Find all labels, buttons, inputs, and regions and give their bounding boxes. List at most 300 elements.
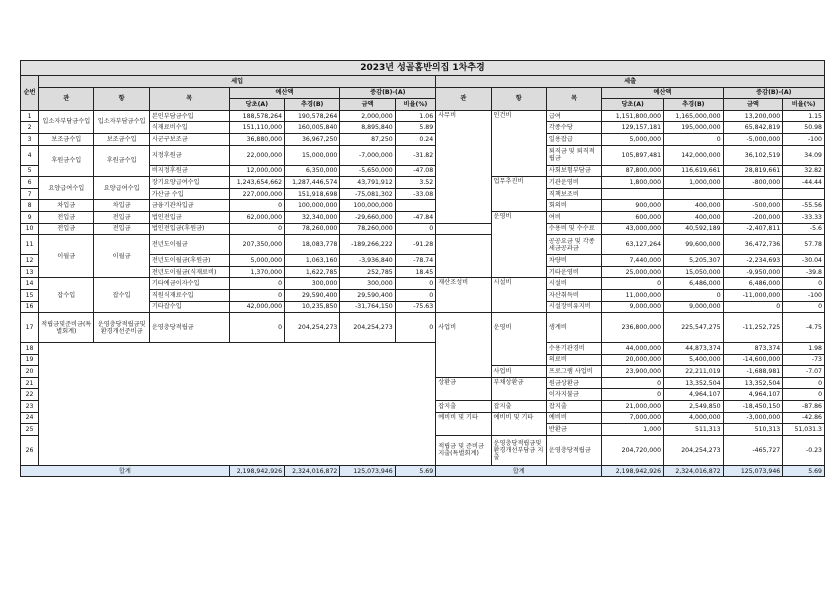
exp-current-cell: 11,000,000	[602, 289, 664, 301]
rev-amount-cell: 252,785	[340, 266, 395, 278]
exp-revised-cell: 511,313	[664, 424, 724, 436]
rev-amount-cell: -29,660,000	[340, 211, 395, 223]
rev-amount-cell: 8,895,840	[340, 122, 395, 134]
exp-amount-cell: -18,450,150	[723, 401, 783, 413]
exp-ratio-cell: 50.98	[783, 122, 825, 134]
rev-amount-cell: 204,254,273	[340, 313, 395, 343]
exp-current-cell: 129,157,181	[602, 122, 664, 134]
exp-total-label: 합계	[436, 465, 602, 477]
exp-hang-cell: 업무추진비	[491, 177, 546, 212]
table-row	[21, 177, 825, 189]
rev-mok-cell: 본인부담금수입	[149, 110, 229, 122]
exp-amount-cell: 36,472,736	[723, 235, 783, 255]
header-diff: 증감(B)-(A)	[340, 87, 436, 99]
rev-current-cell: 12,000,000	[229, 165, 284, 177]
rev-amount-cell: -3,936,840	[340, 255, 395, 267]
exp-amount-cell: -5,000,000	[723, 133, 783, 145]
rev-ratio-cell: -33.08	[395, 188, 435, 200]
seq-cell: 15	[21, 289, 39, 301]
exp-mok-cell: 자산취득비	[546, 289, 601, 301]
rev-amount-cell: 87,250	[340, 133, 395, 145]
rev-mok-cell: 시군구보조금	[149, 133, 229, 145]
exp-revised-cell: 225,547,275	[664, 313, 724, 343]
exp-amount-cell: -465,727	[723, 435, 783, 465]
rev-ratio-cell: 1.06	[395, 110, 435, 122]
exp-hang-cell: 운영비	[491, 313, 546, 366]
exp-amount-cell: -500,000	[723, 200, 783, 212]
exp-revised-cell: 116,619,661	[664, 165, 724, 177]
rev-current-cell: 0	[229, 289, 284, 301]
exp-hang-cell: 운영충당적립금및 환경개선부담금 지출	[491, 435, 546, 465]
rev-amount-cell: 29,590,400	[340, 289, 395, 301]
rev-ratio-cell: -78.74	[395, 255, 435, 267]
exp-amount-cell: 510,313	[723, 424, 783, 436]
exp-mok-cell: 사회보험부담금	[546, 165, 601, 177]
exp-mok-cell: 수용비 및 수수료	[546, 223, 601, 235]
exp-ratio-cell: -100	[783, 133, 825, 145]
seq-cell: 18	[21, 343, 39, 355]
rev-revised-cell: 204,254,273	[285, 313, 340, 343]
seq-cell: 11	[21, 235, 39, 255]
rev-mok-cell: 기타잡수입	[149, 301, 229, 313]
rev-current-cell: 188,578,264	[229, 110, 284, 122]
exp-current-cell: 9,000,000	[602, 301, 664, 313]
rev-revised-cell: 1,287,446,574	[285, 177, 340, 189]
rev-gwan-cell: 전입금	[39, 211, 94, 223]
table-row	[21, 223, 825, 235]
rev-amount-cell: 2,000,000	[340, 110, 395, 122]
exp-current-cell: 63,127,264	[602, 235, 664, 255]
table-row	[21, 133, 825, 145]
exp-current-cell: 1,000	[602, 424, 664, 436]
header-amount: 금액	[723, 99, 783, 111]
rev-current-cell: 207,350,000	[229, 235, 284, 255]
rev-revised-cell: 190,578,264	[285, 110, 340, 122]
rev-total-label: 합계	[21, 465, 230, 477]
exp-revised-cell: 22,211,019	[664, 366, 724, 378]
exp-current-cell: 204,720,000	[602, 435, 664, 465]
seq-cell: 10	[21, 223, 39, 235]
exp-mok-cell: 이자지불금	[546, 389, 601, 401]
header-amount: 금액	[340, 99, 395, 111]
exp-revised-cell: 99,600,000	[664, 235, 724, 255]
exp-mok-cell: 시설비	[546, 278, 601, 290]
rev-revised-cell: 29,590,400	[285, 289, 340, 301]
rev-current-cell: 227,000,000	[229, 188, 284, 200]
exp-ratio-cell: 0	[783, 377, 825, 389]
rev-total-revised: 2,324,016,872	[285, 465, 340, 477]
rev-revised-cell: 36,967,250	[285, 133, 340, 145]
exp-current-cell: 5,000,000	[602, 133, 664, 145]
exp-hang-cell: 시설비	[491, 278, 546, 313]
exp-mok-cell: 생계비	[546, 313, 601, 343]
seq-cell: 3	[21, 133, 39, 145]
exp-total-amount: 125,073,946	[723, 465, 783, 477]
rev-amount-cell: -7,000,000	[340, 145, 395, 165]
exp-ratio-cell: -44.44	[783, 177, 825, 189]
exp-revised-cell: 400,000	[664, 200, 724, 212]
exp-gwan-cell: 사무비	[436, 110, 491, 223]
seq-cell: 1	[21, 110, 39, 122]
exp-mok-cell: 운영충당적립금	[546, 435, 601, 465]
seq-cell: 8	[21, 200, 39, 212]
rev-ratio-cell: -31.82	[395, 145, 435, 165]
rev-mok-cell: 전년도이월금	[149, 235, 229, 255]
rev-ratio-cell: -75.63	[395, 301, 435, 313]
exp-hang-cell: 인건비	[491, 110, 546, 176]
exp-amount-cell	[723, 188, 783, 200]
rev-mok-cell: 지정후원금	[149, 145, 229, 165]
exp-hang-cell: 사업비	[491, 366, 546, 378]
rev-revised-cell: 18,083,778	[285, 235, 340, 255]
exp-mok-cell: 원금상환금	[546, 377, 601, 389]
exp-current-cell: 43,000,000	[602, 223, 664, 235]
exp-gwan-cell: 상환금	[436, 377, 491, 400]
exp-current-cell: 900,000	[602, 200, 664, 212]
seq-cell: 22	[21, 389, 39, 401]
header-diff: 증감(B)-(A)	[723, 87, 824, 99]
exp-ratio-cell: -4.75	[783, 313, 825, 343]
rev-ratio-cell: 0	[395, 313, 435, 343]
exp-amount-cell: 4,964,107	[723, 389, 783, 401]
exp-mok-cell: 회의비	[546, 200, 601, 212]
rev-mok-cell: 전년도이월금(식재료비)	[149, 266, 229, 278]
exp-mok-cell: 퇴직금 및 퇴직적립금	[546, 145, 601, 165]
rev-current-cell: 1,243,654,662	[229, 177, 284, 189]
table-row	[21, 235, 825, 255]
rev-ratio-cell: 0	[395, 278, 435, 290]
exp-ratio-cell: 51,031.3	[783, 424, 825, 436]
header-revised: 추경(B)	[664, 99, 724, 111]
rev-ratio-cell	[395, 200, 435, 212]
rev-hang-cell: 차입금	[94, 200, 149, 212]
rev-amount-cell: 43,791,912	[340, 177, 395, 189]
header-gwan: 관	[39, 87, 94, 110]
rev-ratio-cell: 3.52	[395, 177, 435, 189]
exp-amount-cell: 13,352,504	[723, 377, 783, 389]
rev-mok-cell: 비지정후원금	[149, 165, 229, 177]
exp-revised-cell: 195,000,000	[664, 122, 724, 134]
budget-table	[20, 60, 825, 477]
table-row	[21, 145, 825, 165]
seq-cell: 21	[21, 377, 39, 389]
exp-gwan-cell: 사업비	[436, 313, 491, 378]
table-row	[21, 343, 825, 355]
rev-revised-cell: 78,260,000	[285, 223, 340, 235]
exp-ratio-cell: -100	[783, 289, 825, 301]
seq-cell: 24	[21, 412, 39, 424]
exp-mok-cell: 기타운영비	[546, 266, 601, 278]
rev-hang-cell: 입소자부담금수입	[94, 110, 149, 133]
exp-revised-cell: 5,400,000	[664, 354, 724, 366]
exp-amount-cell: 36,102,519	[723, 145, 783, 165]
exp-amount-cell: -800,000	[723, 177, 783, 189]
rev-ratio-cell: -47.84	[395, 211, 435, 223]
rev-current-cell: 0	[229, 200, 284, 212]
exp-mok-cell: 의료비	[546, 354, 601, 366]
rev-gwan-cell: 차입금	[39, 200, 94, 212]
exp-revised-cell: 5,205,307	[664, 255, 724, 267]
rev-mok-cell: 식재료비수입	[149, 122, 229, 134]
exp-ratio-cell: 1.15	[783, 110, 825, 122]
exp-total-current: 2,198,942,926	[602, 465, 664, 477]
rev-amount-cell: -31,764,150	[340, 301, 395, 313]
rev-revised-cell: 1,063,160	[285, 255, 340, 267]
exp-total-ratio: 5.69	[783, 465, 825, 477]
rev-amount-cell: -5,650,000	[340, 165, 395, 177]
exp-gwan-cell: 적립금 및 준비금지출(특별회계)	[436, 435, 491, 465]
rev-gwan-cell: 이월금	[39, 235, 94, 278]
exp-current-cell: 1,800,000	[602, 177, 664, 189]
exp-ratio-cell: -39.8	[783, 266, 825, 278]
exp-amount-cell: 13,200,000	[723, 110, 783, 122]
exp-ratio-cell: -73	[783, 354, 825, 366]
exp-total-revised: 2,324,016,872	[664, 465, 724, 477]
rev-hang-cell: 잡수입	[94, 278, 149, 313]
rev-empty-block	[39, 343, 436, 466]
exp-ratio-cell	[783, 188, 825, 200]
rev-gwan-cell: 잡수입	[39, 278, 94, 313]
rev-amount-cell: 300,000	[340, 278, 395, 290]
rev-revised-cell: 300,000	[285, 278, 340, 290]
exp-current-cell	[602, 188, 664, 200]
header-hang: 항	[491, 87, 546, 110]
rev-mok-cell: 직원식재료수입	[149, 289, 229, 301]
rev-total-amount: 125,073,946	[340, 465, 395, 477]
seq-cell: 14	[21, 278, 39, 290]
table-row	[21, 110, 825, 122]
seq-cell: 17	[21, 313, 39, 343]
rev-revised-cell: 15,000,000	[285, 145, 340, 165]
total-row	[21, 465, 825, 477]
rev-hang-cell: 이월금	[94, 235, 149, 278]
exp-revised-cell: 1,000,000	[664, 177, 724, 189]
rev-hang-cell: 요양급여수입	[94, 177, 149, 200]
seq-cell: 20	[21, 366, 39, 378]
rev-total-current: 2,198,942,926	[229, 465, 284, 477]
seq-cell: 6	[21, 177, 39, 189]
exp-ratio-cell: 0	[783, 301, 825, 313]
exp-current-cell: 0	[602, 278, 664, 290]
rev-revised-cell: 160,005,840	[285, 122, 340, 134]
exp-hang-cell: 잡지출	[491, 401, 546, 413]
exp-amount-cell: -11,000,000	[723, 289, 783, 301]
exp-ratio-cell: -42.86	[783, 412, 825, 424]
table-row	[21, 200, 825, 212]
seq-cell: 25	[21, 424, 39, 436]
exp-revised-cell: 4,000,000	[664, 412, 724, 424]
rev-gwan-cell: 후원금수입	[39, 145, 94, 177]
header-ratio: 비율(%)	[783, 99, 825, 111]
rev-current-cell: 151,110,000	[229, 122, 284, 134]
rev-mok-cell: 운영충당적립금	[149, 313, 229, 343]
exp-current-cell: 7,000,000	[602, 412, 664, 424]
exp-gwan-cell: 예비비 및 기타	[436, 412, 491, 435]
exp-ratio-cell: 32.82	[783, 165, 825, 177]
rev-current-cell: 0	[229, 313, 284, 343]
header-budget: 예산액	[229, 87, 340, 99]
rev-ratio-cell: -47.08	[395, 165, 435, 177]
exp-ratio-cell: 0	[783, 278, 825, 290]
exp-amount-cell: -2,234,693	[723, 255, 783, 267]
rev-mok-cell: 장기요양급여수입	[149, 177, 229, 189]
exp-revised-cell: 6,486,000	[664, 278, 724, 290]
rev-amount-cell: -189,266,222	[340, 235, 395, 255]
rev-ratio-cell: -91.28	[395, 235, 435, 255]
exp-mok-cell: 시설장비유지비	[546, 301, 601, 313]
rev-mok-cell: 전년도이월금(후원금)	[149, 255, 229, 267]
exp-ratio-cell: -5.6	[783, 223, 825, 235]
rev-revised-cell: 6,350,000	[285, 165, 340, 177]
exp-revised-cell: 0	[664, 133, 724, 145]
exp-revised-cell: 0	[664, 289, 724, 301]
exp-current-cell: 0	[602, 377, 664, 389]
rev-ratio-cell: 0	[395, 289, 435, 301]
rev-current-cell: 36,880,000	[229, 133, 284, 145]
exp-current-cell: 87,800,000	[602, 165, 664, 177]
exp-current-cell: 23,900,000	[602, 366, 664, 378]
exp-gwan-cell: 재산조성비	[436, 278, 491, 313]
rev-ratio-cell: 0	[395, 223, 435, 235]
rev-current-cell: 0	[229, 278, 284, 290]
rev-gwan-cell: 요양급여수입	[39, 177, 94, 200]
exp-gwan-cell	[436, 235, 491, 278]
seq-cell: 16	[21, 301, 39, 313]
header-gwan: 관	[436, 87, 491, 110]
rev-gwan-cell: 전입금	[39, 223, 94, 235]
seq-cell: 26	[21, 435, 39, 465]
exp-revised-cell: 1,165,000,000	[664, 110, 724, 122]
seq-cell: 23	[21, 401, 39, 413]
header-current: 당초(A)	[229, 99, 284, 111]
rev-gwan-cell: 적립금및준비금(특별회계)	[39, 313, 94, 343]
exp-revised-cell: 4,964,107	[664, 389, 724, 401]
exp-amount-cell: 28,819,661	[723, 165, 783, 177]
exp-ratio-cell: -55.56	[783, 200, 825, 212]
rev-mok-cell: 법인전입금	[149, 211, 229, 223]
exp-current-cell: 0	[602, 389, 664, 401]
exp-ratio-cell: -87.86	[783, 401, 825, 413]
sheet-title: 2023년 성골홈반의집 1차추경	[21, 61, 825, 76]
rev-hang-cell: 전입금	[94, 211, 149, 223]
rev-total-ratio: 5.69	[395, 465, 435, 477]
exp-mok-cell: 반환금	[546, 424, 601, 436]
exp-revised-cell: 142,000,000	[664, 145, 724, 165]
rev-mok-cell: 금융기관차입금	[149, 200, 229, 212]
exp-current-cell: 236,800,000	[602, 313, 664, 343]
rev-revised-cell: 1,622,785	[285, 266, 340, 278]
seq-cell: 13	[21, 266, 39, 278]
header-revised: 추경(B)	[285, 99, 340, 111]
exp-mok-cell: 여비	[546, 211, 601, 223]
rev-current-cell: 62,000,000	[229, 211, 284, 223]
seq-cell: 9	[21, 211, 39, 223]
exp-amount-cell: 873,374	[723, 343, 783, 355]
rev-hang-cell: 후원금수입	[94, 145, 149, 177]
rev-revised-cell: 151,918,698	[285, 188, 340, 200]
exp-mok-cell: 급여	[546, 110, 601, 122]
exp-revised-cell	[664, 188, 724, 200]
exp-revised-cell: 400,000	[664, 211, 724, 223]
exp-ratio-cell: -7.07	[783, 366, 825, 378]
rev-ratio-cell: 18.45	[395, 266, 435, 278]
rev-amount-cell: 100,000,000	[340, 200, 395, 212]
exp-mok-cell: 직책보조비	[546, 188, 601, 200]
header-seq: 순번	[21, 76, 39, 111]
exp-revised-cell: 15,050,000	[664, 266, 724, 278]
table-row	[21, 278, 825, 290]
table-row	[21, 211, 825, 223]
exp-ratio-cell: 57.78	[783, 235, 825, 255]
exp-amount-cell: 65,842,819	[723, 122, 783, 134]
rev-current-cell: 0	[229, 223, 284, 235]
exp-amount-cell: -1,688,981	[723, 366, 783, 378]
seq-cell: 2	[21, 122, 39, 134]
rev-revised-cell: 32,340,000	[285, 211, 340, 223]
exp-amount-cell: -2,407,811	[723, 223, 783, 235]
exp-revised-cell: 2,549,850	[664, 401, 724, 413]
seq-cell: 12	[21, 255, 39, 267]
exp-amount-cell: 6,486,000	[723, 278, 783, 290]
exp-ratio-cell: 1.98	[783, 343, 825, 355]
header-mok: 목	[149, 87, 229, 110]
exp-hang-cell: 운영비	[491, 211, 546, 277]
exp-mok-cell: 일용잡급	[546, 133, 601, 145]
exp-ratio-cell: -0.23	[783, 435, 825, 465]
seq-cell: 4	[21, 145, 39, 165]
exp-current-cell: 25,000,000	[602, 266, 664, 278]
exp-current-cell: 600,000	[602, 211, 664, 223]
rev-amount-cell: -75,081,302	[340, 188, 395, 200]
rev-mok-cell: 법인전입금(후원금)	[149, 223, 229, 235]
rev-hang-cell: 전입금	[94, 223, 149, 235]
table-row	[21, 313, 825, 343]
rev-current-cell: 5,000,000	[229, 255, 284, 267]
rev-gwan-cell: 보조금수입	[39, 133, 94, 145]
exp-mok-cell: 각종수당	[546, 122, 601, 134]
rev-amount-cell: 78,260,000	[340, 223, 395, 235]
exp-mok-cell: 프로그램 사업비	[546, 366, 601, 378]
exp-mok-cell: 기관운영비	[546, 177, 601, 189]
seq-cell: 19	[21, 354, 39, 366]
rev-ratio-cell: 5.89	[395, 122, 435, 134]
exp-current-cell: 21,000,000	[602, 401, 664, 413]
rev-ratio-cell: 0.24	[395, 133, 435, 145]
exp-amount-cell: 0	[723, 301, 783, 313]
exp-amount-cell: -200,000	[723, 211, 783, 223]
exp-current-cell: 44,000,000	[602, 343, 664, 355]
exp-revised-cell: 204,254,273	[664, 435, 724, 465]
exp-ratio-cell: 34.09	[783, 145, 825, 165]
rev-current-cell: 22,000,000	[229, 145, 284, 165]
exp-amount-cell: -14,600,000	[723, 354, 783, 366]
exp-gwan-cell: 잡지출	[436, 401, 491, 413]
exp-current-cell: 20,000,000	[602, 354, 664, 366]
exp-hang-cell: 부채상환금	[491, 377, 546, 400]
exp-ratio-cell: -33.33	[783, 211, 825, 223]
rev-revised-cell: 10,235,850	[285, 301, 340, 313]
rev-revised-cell: 100,000,000	[285, 200, 340, 212]
rev-mok-cell: 가산금 수입	[149, 188, 229, 200]
header-current: 당초(A)	[602, 99, 664, 111]
budget-sheet	[20, 60, 825, 477]
exp-revised-cell: 44,873,374	[664, 343, 724, 355]
exp-amount-cell: -9,950,000	[723, 266, 783, 278]
rev-current-cell: 42,000,000	[229, 301, 284, 313]
header-ratio: 비율(%)	[395, 99, 435, 111]
rev-gwan-cell: 입소자부담금수입	[39, 110, 94, 133]
header-expense: 세출	[436, 76, 825, 88]
